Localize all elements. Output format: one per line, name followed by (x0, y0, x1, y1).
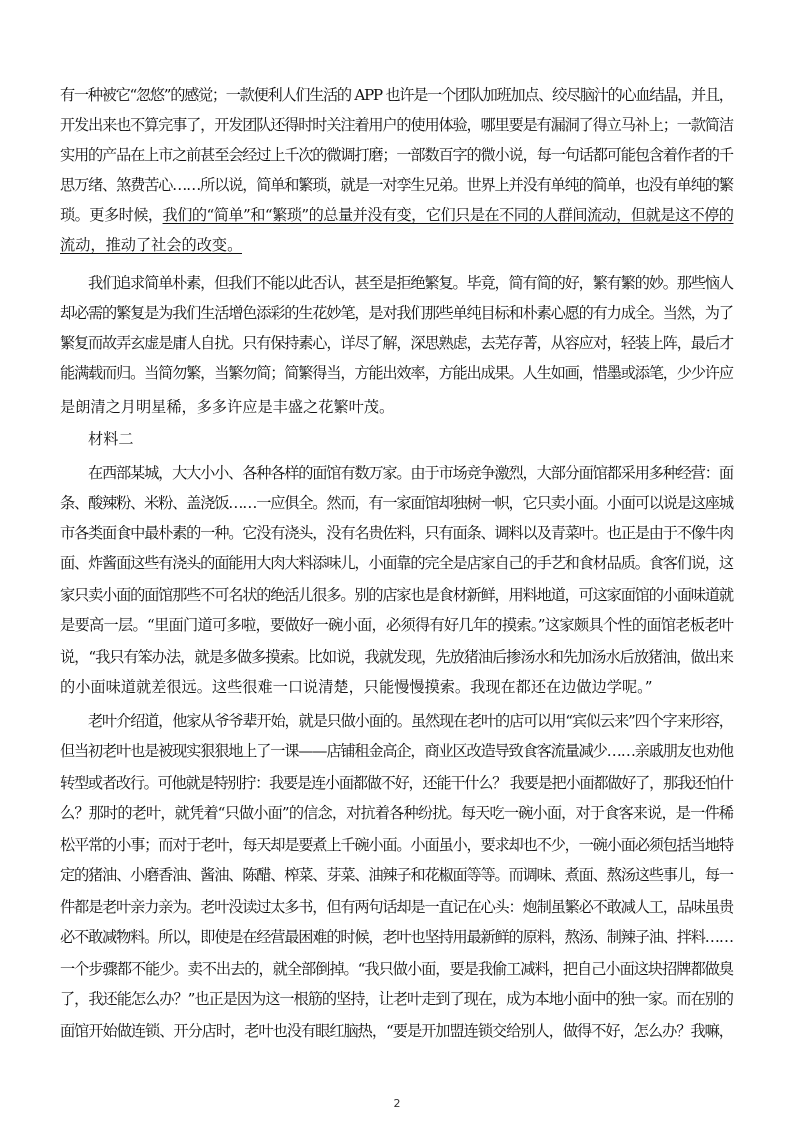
paragraph-4-line: 松平常的小事；而对于老叶，每天却是要煮上千碗小面。小面虽小，要求却也不少，一碗小面必须包括当地特 (60, 836, 733, 854)
underlined-sentence: 我们的“简单”和“繁琐”的总量并没有变，它们只是在不同的人群间流动，但就是这不停的 (162, 206, 734, 224)
paragraph-4-line: 件都是老叶亲力亲为。老叶没读过太多书，但有两句话却是一直记在心头：炮制虽繁必不敢减人工，品味虽贵 (60, 898, 733, 916)
paragraph-1-text: 琐。更多时候， (60, 206, 163, 224)
paragraph-1-line: 开发出来也不算完事了，开发团队还得时时关注着用户的使用体验，哪里要是有漏洞了得立马补上；一款简洁 (60, 116, 733, 134)
paragraph-3-line: 家只卖小面的面馆那些不可名状的绝活儿很多。别的店家也是食材新鲜，用料地道，可这家面馆的小面味道就 (60, 586, 733, 604)
paragraph-3-line: 条、酸辣粉、米粉、盖浇饭……一应俱全。然而，有一家面馆却独树一帜，它只卖小面。小面可以说是这座城 (60, 494, 733, 512)
paragraph-1-line (60, 200, 734, 230)
paragraph-1-line: 有一种被它“忽悠”的感觉；一款便利人们生活的 APP 也许是一个团队加班加点、绞尽脑汁的心血结晶，并且， (60, 86, 733, 104)
paragraph-3-line: 是要高一层。“里面门道可多啦，要做好一碗小面，必须得有好几年的摸索。”这家颇具个性的面馆老板老叶 (60, 616, 734, 634)
paragraph-2-line: 能满载而归。当简勿繁，当繁勿简；简繁得当，方能出效率，方能出成果。人生如画，惜墨或添笔，少少许应 (60, 364, 733, 382)
paragraph-4-line: 老叶介绍道，他家从爷爷辈开始，就是只做小面的。虽然现在老叶的店可以用“宾似云来”四个字来形容， (88, 712, 733, 730)
paragraph-4-line: 一个步骤都不能少。卖不出去的，就全部倒掉。“我只做小面，要是我偷工减料，把自己小面这块招牌都做臭 (60, 960, 733, 978)
paragraph-1-line: 实用的产品在上市之前甚至会经过上千次的微调打磨；一部数百字的微小说，每一句话都可能包含着作者的千 (60, 146, 733, 164)
paragraph-2-line: 我们追求简单朴素，但我们不能以此否认，甚至是拒绝繁复。毕竟，简有简的好，繁有繁的妙。那些恼人 (88, 274, 733, 292)
paragraph-1-line (60, 230, 242, 260)
paragraph-2-line: 繁复而故弄玄虚是庸人自扰。只有保持素心，详尽了解，深思熟虑，去芜存菁，从容应对，轻装上阵，最后才 (60, 334, 733, 352)
paragraph-3-line: 的小面味道就差很远。这些很难一口说清楚，只能慢慢摸索。我现在都还在边做边学呢。” (60, 678, 653, 696)
paragraph-2-line: 是朗清之月明星稀，多多许应是丰盛之花繁叶茂。 (60, 398, 395, 416)
paragraph-3-line: 在西部某城，大大小小、各种各样的面馆有数万家。由于市场竞争激烈，大部分面馆都采用多种经营：面 (88, 464, 733, 482)
paragraph-3-line: 市各类面食中最朴素的一种。它没有浇头，没有名贵佐料，只有面条、调料以及青菜叶。也正是由于不像牛肉 (60, 524, 733, 542)
paragraph-4-line: 转型或者改行。可他就是特别拧：我要是连小面都做不好，还能干什么？ 我要是把小面都做好了，那我还怕什 (60, 774, 733, 792)
paragraph-4-line: 必不敢减物料。所以，即使是在经营最困难的时候，老叶也坚持用最新鲜的原料，熬汤、制辣子油、拌料…… (60, 928, 733, 946)
paragraph-4-line: 定的猪油、小磨香油、酱油、陈醋、榨菜、芽菜、油辣子和花椒面等等。而调味、煮面、熬汤这些事儿，每一 (60, 866, 733, 884)
section-heading: 材料二 (88, 430, 134, 448)
page-number: 2 (393, 1097, 401, 1110)
paragraph-3-line: 说，“我只有笨办法，就是多做多摸索。比如说，我就发现，先放猪油后掺汤水和先加汤水后放猪油，做出来 (60, 648, 733, 666)
paragraph-3-line: 面、炸酱面这些有浇头的面能用大肉大料添味儿，小面靠的完全是店家自己的手艺和食材品质。食客们说，这 (60, 554, 733, 572)
underlined-sentence: 流动，推动了社会的改变。 (60, 236, 243, 254)
paragraph-1-line: 思万绪、煞费苦心……所以说，简单和繁琐，就是一对孪生兄弟。世界上并没有单纯的简单，也没有单纯的繁 (60, 176, 733, 194)
paragraph-4-line: 面馆开始做连锁、开分店时，老叶也没有眼红脑热，“要是开加盟连锁交给别人，做得不好，怎么办？我嘛， (60, 1022, 733, 1040)
paragraph-4-line: 么？那时的老叶，就凭着“只做小面”的信念，对抗着各种纷扰。每天吃一碗小面，对于食客来说，是一件稀 (60, 804, 734, 822)
paragraph-2-line: 却必需的繁复是为我们生活增色添彩的生花妙笔，是对我们那些单纯目标和朴素心愿的有力成全。当然，为了 (60, 304, 733, 322)
paragraph-4-line: 但当初老叶也是被现实狠狠地上了一课——店铺租金高企，商业区改造导致食客流量减少……亲戚朋友也劝他 (60, 742, 733, 760)
paragraph-4-line: 了，我还能怎么办？”也正是因为这一根筋的坚持，让老叶走到了现在，成为本地小面中的独一家。而在别的 (60, 990, 733, 1008)
